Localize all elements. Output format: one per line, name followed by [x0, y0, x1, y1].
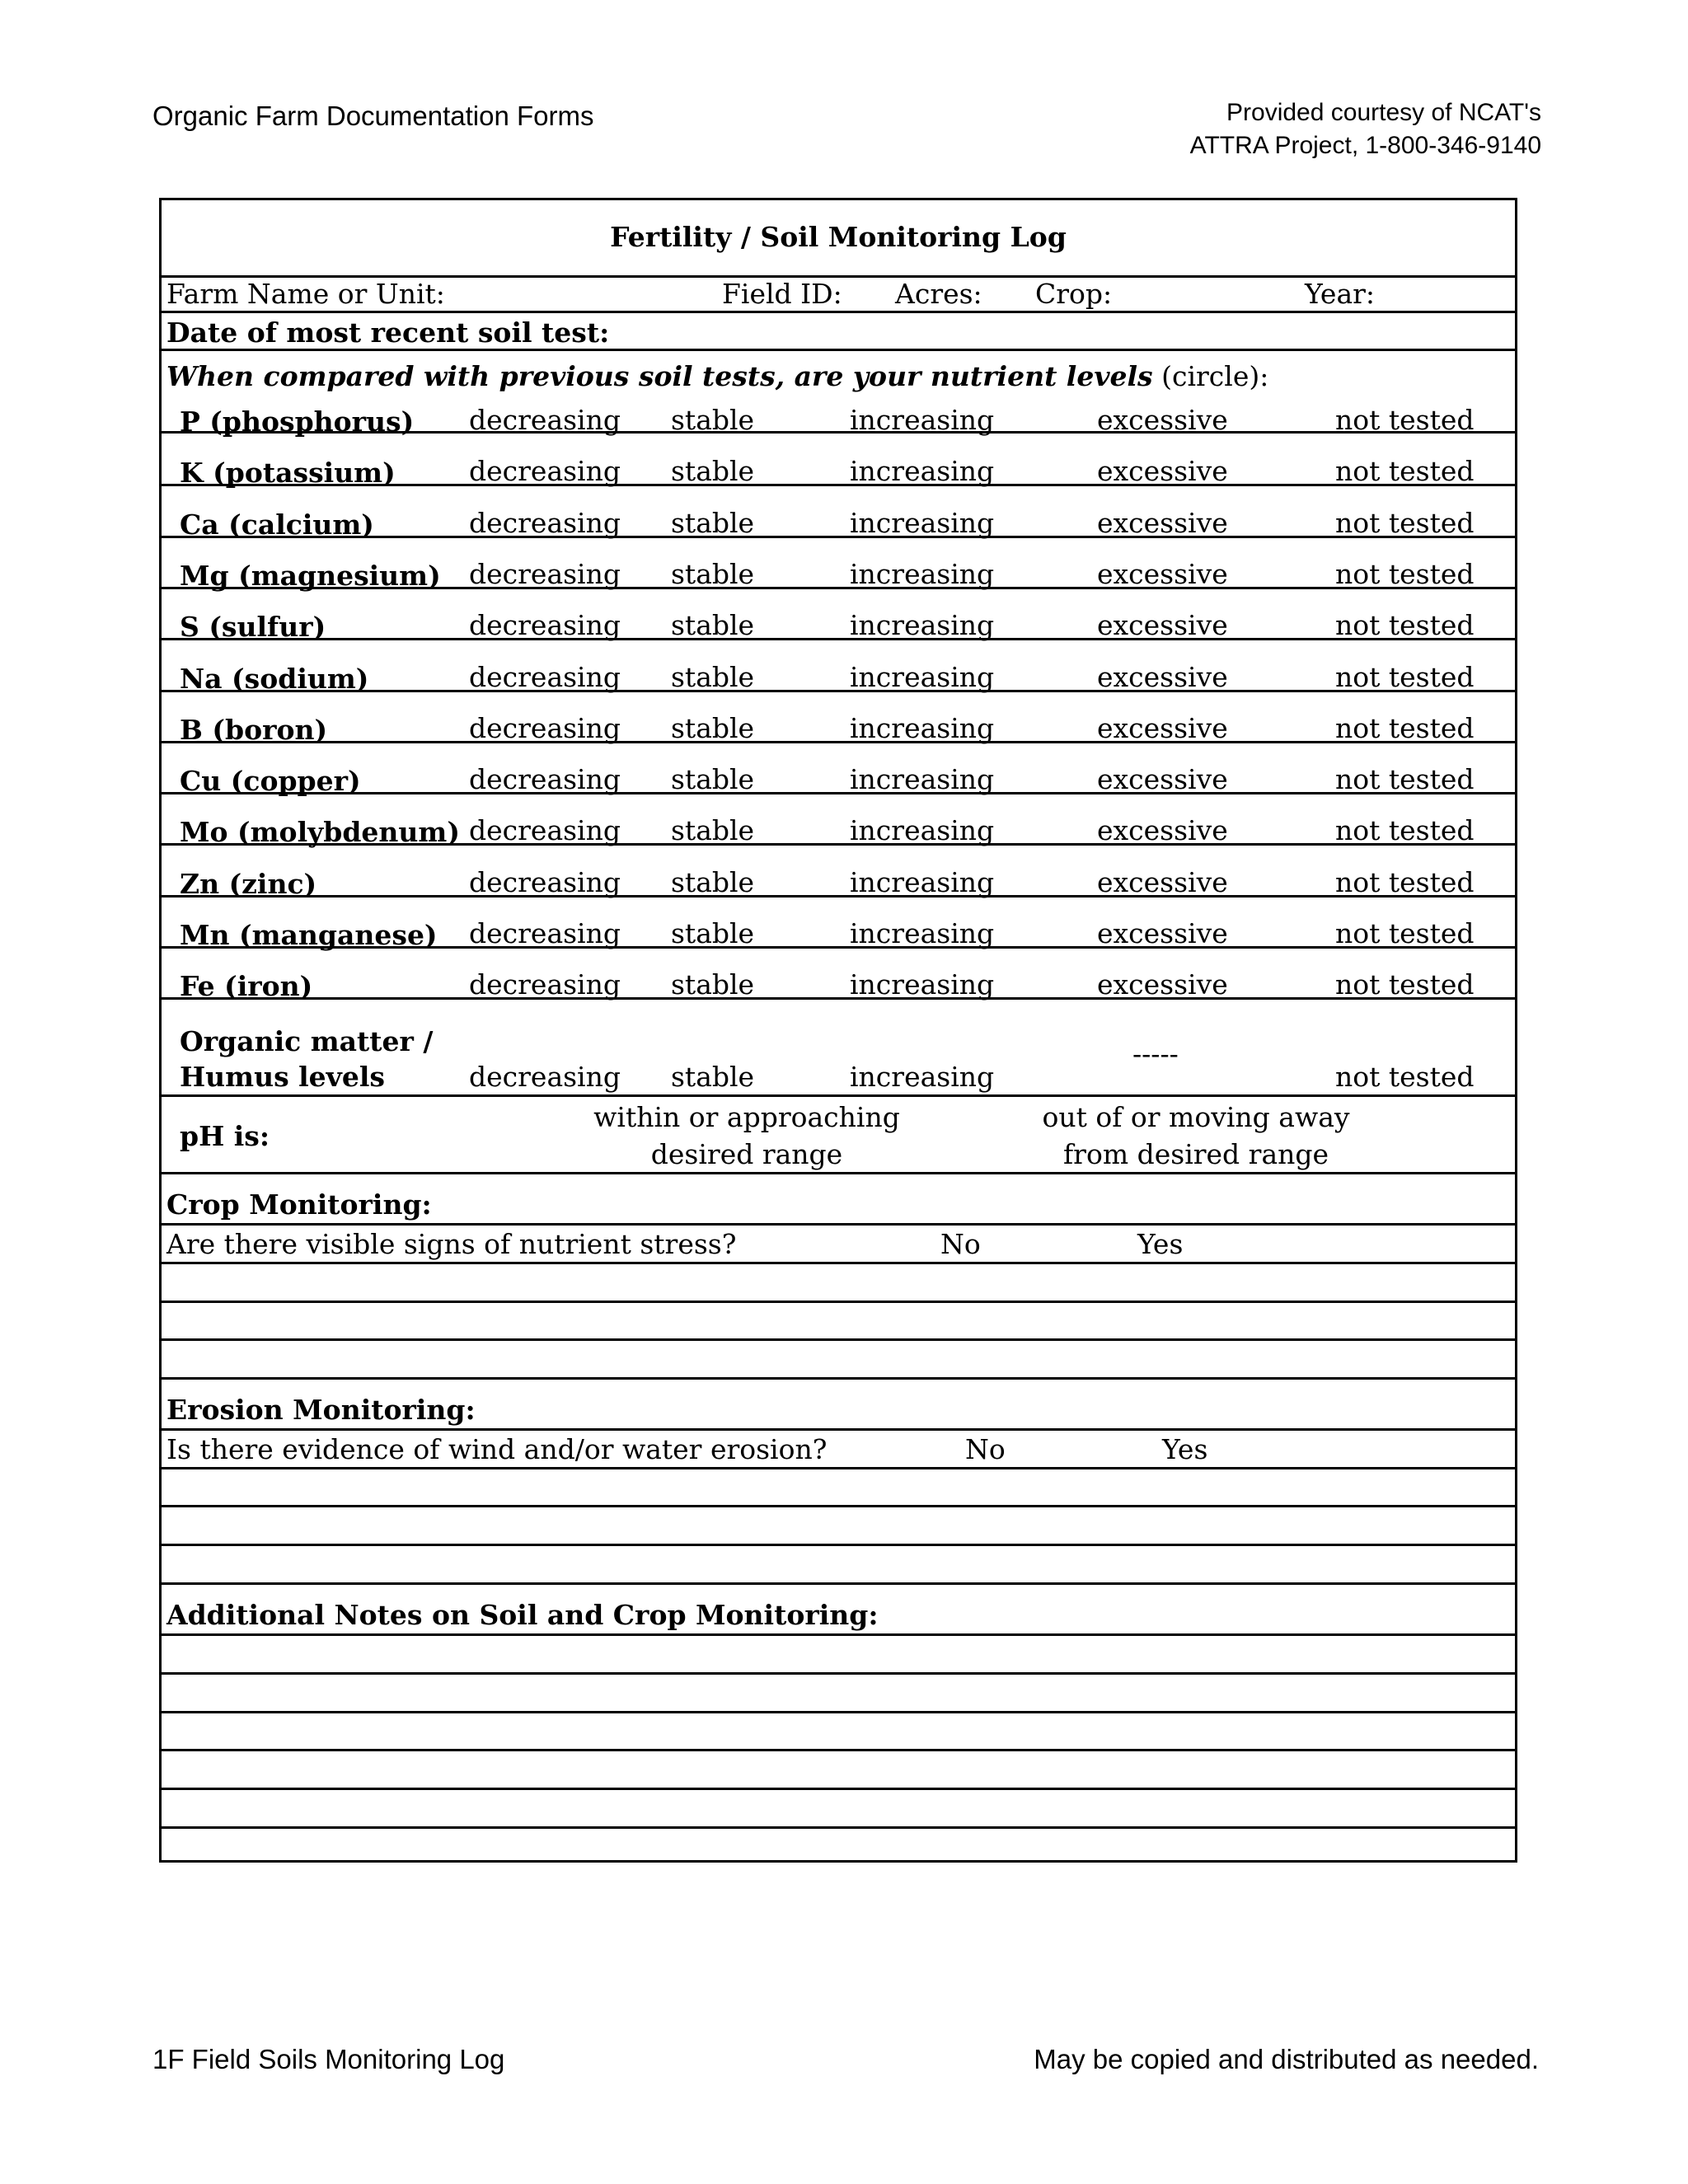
nutrient-label: Na (sodium) — [180, 663, 369, 695]
erosion-monitoring-question: Is there evidence of wind and/or water erosion? — [166, 1433, 828, 1465]
erosion-monitoring-heading-row — [162, 1380, 1515, 1431]
option-increasing[interactable]: increasing — [850, 661, 995, 693]
option-excessive[interactable]: excessive — [1097, 712, 1228, 744]
option-decreasing[interactable]: decreasing — [469, 917, 621, 949]
organic-matter-row — [162, 1020, 1515, 1097]
field-id-label[interactable]: Field ID: — [722, 278, 842, 310]
option-excessive[interactable]: excessive — [1097, 455, 1228, 487]
additional-notes-line[interactable] — [162, 1751, 1515, 1790]
crop-monitoring-no[interactable]: No — [940, 1228, 981, 1260]
option-stable[interactable]: stable — [671, 814, 755, 846]
additional-notes-heading-row — [162, 1585, 1515, 1636]
option-increasing[interactable]: increasing — [850, 866, 995, 898]
option-not-tested[interactable]: not tested — [1335, 866, 1475, 898]
comparison-question-row — [162, 351, 1515, 392]
option-excessive[interactable]: excessive — [1097, 814, 1228, 846]
ph-option-out-line2[interactable]: from desired range — [1062, 1138, 1329, 1170]
option-increasing[interactable]: increasing — [850, 609, 995, 641]
nutrient-label: Zn (zinc) — [180, 868, 317, 900]
nutrient-row — [162, 692, 1515, 746]
option-not-tested[interactable]: not tested — [1335, 455, 1475, 487]
nutrient-label: Mn (manganese) — [180, 919, 438, 951]
nutrient-label: Ca (calcium) — [180, 509, 374, 541]
option-increasing[interactable]: increasing — [850, 558, 995, 590]
additional-notes-line[interactable] — [162, 1829, 1515, 1863]
nutrient-label: P (phosphorus) — [180, 405, 415, 438]
nutrient-label: S (sulfur) — [180, 611, 326, 643]
footer-form-id: 1F Field Soils Monitoring Log — [152, 2044, 505, 2074]
nutrient-label: Mg (magnesium) — [180, 560, 441, 592]
organic-option-stable[interactable]: stable — [671, 1061, 755, 1093]
crop-monitoring-yes[interactable]: Yes — [1137, 1228, 1184, 1260]
nutrient-label: B (boron) — [180, 714, 328, 746]
additional-notes-line[interactable] — [162, 1636, 1515, 1675]
option-stable[interactable]: stable — [671, 968, 755, 1001]
option-stable[interactable]: stable — [671, 609, 755, 641]
nutrient-label: Cu (copper) — [180, 765, 361, 797]
option-increasing[interactable]: increasing — [850, 814, 995, 846]
option-stable[interactable]: stable — [671, 866, 755, 898]
organic-matter-label-line1: Organic matter / — [180, 1025, 434, 1057]
form-title: Fertility / Soil Monitoring Log — [610, 221, 1067, 253]
option-decreasing[interactable]: decreasing — [469, 404, 621, 436]
option-not-tested[interactable]: not tested — [1335, 558, 1475, 590]
farm-name-label[interactable]: Farm Name or Unit: — [166, 278, 445, 310]
header-title: Organic Farm Documentation Forms — [152, 101, 594, 131]
additional-notes-line[interactable] — [162, 1713, 1515, 1751]
option-decreasing[interactable]: decreasing — [469, 763, 621, 795]
option-increasing[interactable]: increasing — [850, 404, 995, 436]
ph-option-within-line2[interactable]: desired range — [650, 1138, 843, 1170]
soil-test-date-label[interactable]: Date of most recent soil test: — [166, 316, 610, 349]
option-excessive[interactable]: excessive — [1097, 968, 1228, 1001]
nutrient-row — [162, 743, 1515, 797]
soil-test-date-row — [162, 313, 1515, 351]
header-credit-line1: Provided courtesy of NCAT's — [1226, 99, 1541, 126]
organic-option-not-tested[interactable]: not tested — [1335, 1061, 1475, 1093]
option-stable[interactable]: stable — [671, 661, 755, 693]
crop-notes-line[interactable] — [162, 1303, 1515, 1341]
form-title-row — [162, 200, 1515, 278]
crop-monitoring-heading-row — [162, 1174, 1515, 1226]
organic-matter-label-line2: Humus levels — [180, 1061, 385, 1093]
option-excessive[interactable]: excessive — [1097, 763, 1228, 795]
option-excessive[interactable]: excessive — [1097, 917, 1228, 949]
nutrient-row — [162, 641, 1515, 695]
option-excessive[interactable]: excessive — [1097, 609, 1228, 641]
nutrient-row — [162, 487, 1515, 541]
erosion-monitoring-yes[interactable]: Yes — [1162, 1433, 1208, 1465]
header-credit — [1190, 96, 1541, 162]
option-stable[interactable]: stable — [671, 712, 755, 744]
info-row — [162, 278, 1515, 313]
option-excessive[interactable]: excessive — [1097, 404, 1228, 436]
option-decreasing[interactable]: decreasing — [469, 866, 621, 898]
option-increasing[interactable]: increasing — [850, 763, 995, 795]
comparison-question-text: When compared with previous soil tests, are your nutrient levels — [166, 360, 1153, 392]
option-not-tested[interactable]: not tested — [1335, 814, 1475, 846]
option-decreasing[interactable]: decreasing — [469, 609, 621, 641]
organic-excessive-placeholder: ----- — [1132, 1038, 1179, 1070]
option-excessive[interactable]: excessive — [1097, 507, 1228, 539]
nutrient-row — [162, 949, 1515, 1000]
nutrient-row — [162, 538, 1515, 592]
option-increasing[interactable]: increasing — [850, 968, 995, 1001]
option-not-tested[interactable]: not tested — [1335, 661, 1475, 693]
nutrient-label: Fe (iron) — [180, 970, 313, 1002]
additional-notes-line[interactable] — [162, 1675, 1515, 1713]
option-not-tested[interactable]: not tested — [1335, 917, 1475, 949]
option-increasing[interactable]: increasing — [850, 917, 995, 949]
option-decreasing[interactable]: decreasing — [469, 455, 621, 487]
nutrient-row — [162, 794, 1515, 846]
ph-row — [162, 1097, 1515, 1174]
comparison-instruction: (circle): — [1161, 360, 1269, 392]
option-stable[interactable]: stable — [671, 763, 755, 795]
option-decreasing[interactable]: decreasing — [469, 558, 621, 590]
option-stable[interactable]: stable — [671, 455, 755, 487]
nutrient-row — [162, 384, 1515, 438]
crop-label[interactable]: Crop: — [1035, 278, 1113, 310]
option-decreasing[interactable]: decreasing — [469, 712, 621, 744]
additional-notes-line[interactable] — [162, 1790, 1515, 1829]
option-not-tested[interactable]: not tested — [1335, 404, 1475, 436]
option-stable[interactable]: stable — [671, 558, 755, 590]
erosion-monitoring-no[interactable]: No — [965, 1433, 1006, 1465]
acres-label[interactable]: Acres: — [895, 278, 982, 310]
nutrient-row — [162, 589, 1515, 643]
option-increasing[interactable]: increasing — [850, 507, 995, 539]
crop-monitoring-question-row — [162, 1226, 1515, 1264]
crop-monitoring-question: Are there visible signs of nutrient stress? — [166, 1228, 737, 1260]
option-decreasing[interactable]: decreasing — [469, 968, 621, 1001]
erosion-monitoring-question-row — [162, 1431, 1515, 1469]
footer-copy-notice: May be copied and distributed as needed. — [1034, 2044, 1539, 2074]
option-not-tested[interactable]: not tested — [1335, 968, 1475, 1001]
ph-option-within-line1[interactable]: within or approaching — [593, 1101, 900, 1133]
option-excessive[interactable]: excessive — [1097, 661, 1228, 693]
header-credit-line2: ATTRA Project, 1-800-346-9140 — [1189, 132, 1541, 159]
nutrient-row — [162, 898, 1515, 949]
erosion-notes-line[interactable] — [162, 1507, 1515, 1546]
option-decreasing[interactable]: decreasing — [469, 507, 621, 539]
crop-notes-line[interactable] — [162, 1264, 1515, 1303]
soil-monitoring-form — [159, 198, 1517, 1863]
option-not-tested[interactable]: not tested — [1335, 609, 1475, 641]
option-excessive[interactable]: excessive — [1097, 558, 1228, 590]
ph-label: pH is: — [180, 1120, 270, 1152]
erosion-notes-line[interactable] — [162, 1469, 1515, 1507]
option-decreasing[interactable]: decreasing — [469, 661, 621, 693]
organic-option-decreasing[interactable]: decreasing — [469, 1061, 621, 1093]
option-increasing[interactable]: increasing — [850, 455, 995, 487]
option-not-tested[interactable]: not tested — [1335, 507, 1475, 539]
option-increasing[interactable]: increasing — [850, 712, 995, 744]
year-label[interactable]: Year: — [1305, 278, 1376, 310]
nutrient-label: Mo (molybdenum) — [180, 816, 460, 848]
erosion-notes-line[interactable] — [162, 1546, 1515, 1585]
nutrient-row — [162, 435, 1515, 489]
additional-notes-heading: Additional Notes on Soil and Crop Monitoring: — [166, 1599, 879, 1631]
option-not-tested[interactable]: not tested — [1335, 763, 1475, 795]
option-stable[interactable]: stable — [671, 507, 755, 539]
nutrient-label: K (potassium) — [180, 457, 396, 489]
erosion-monitoring-heading: Erosion Monitoring: — [166, 1394, 476, 1426]
organic-option-increasing[interactable]: increasing — [850, 1061, 995, 1093]
crop-monitoring-heading: Crop Monitoring: — [166, 1188, 432, 1221]
crop-notes-line[interactable] — [162, 1341, 1515, 1380]
nutrient-row — [162, 846, 1515, 898]
option-not-tested[interactable]: not tested — [1335, 712, 1475, 744]
option-stable[interactable]: stable — [671, 917, 755, 949]
option-stable[interactable]: stable — [671, 404, 755, 436]
option-excessive[interactable]: excessive — [1097, 866, 1228, 898]
option-decreasing[interactable]: decreasing — [469, 814, 621, 846]
ph-option-out-line1[interactable]: out of or moving away — [1042, 1101, 1350, 1133]
